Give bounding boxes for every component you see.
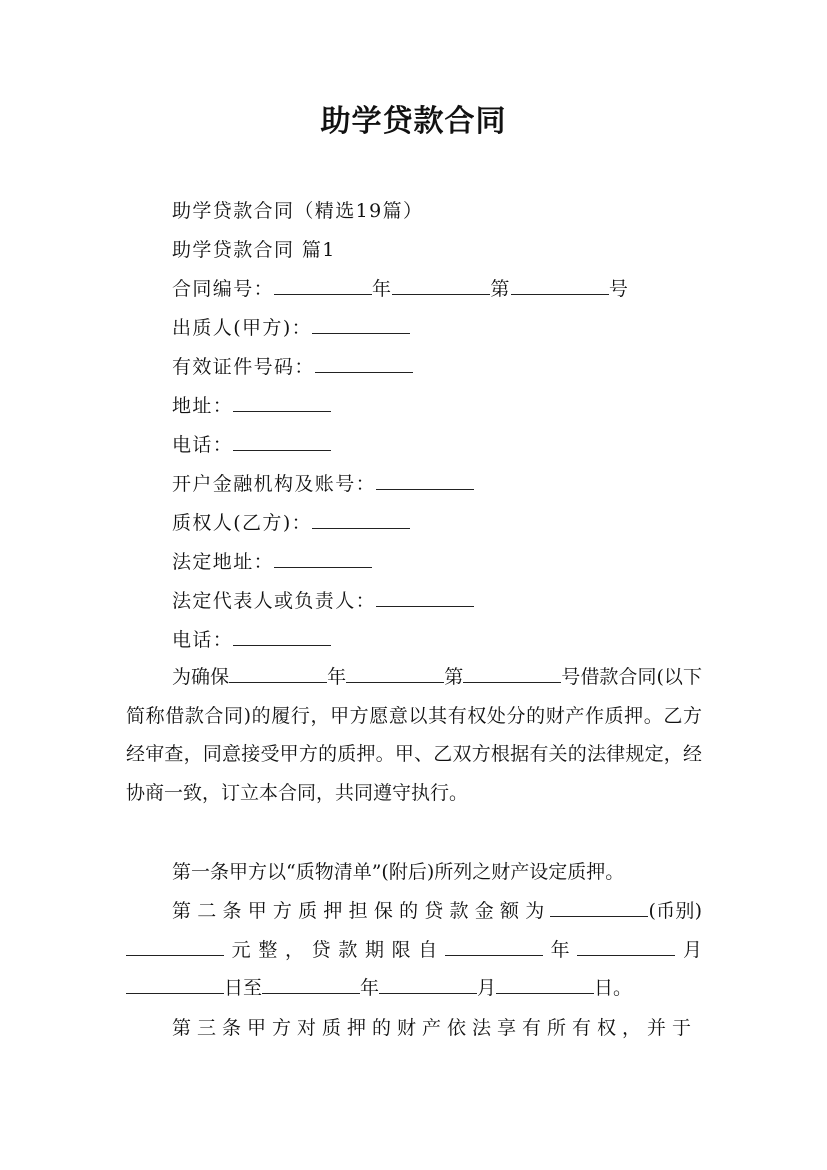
blank-field [233, 433, 331, 451]
article-2-text-g: 年 [360, 977, 380, 999]
number-prefix: 第 [490, 278, 511, 300]
blank-field [550, 899, 648, 917]
id-number-line [172, 354, 413, 380]
phone-line [172, 432, 331, 458]
address-label: 地址： [172, 395, 234, 417]
blank-field [577, 938, 675, 956]
article-2-text-c: 元整，贷款期限自 [224, 938, 445, 961]
blank-field [379, 976, 477, 994]
pledgee-line [172, 510, 410, 536]
blank-field [233, 394, 331, 412]
legal-address-line [172, 549, 372, 575]
article-3-text: 第三条甲方对质押的财产依法享有所有权，并于 [172, 1017, 698, 1039]
contract-number-line [172, 276, 629, 302]
legal-address-label: 法定地址： [172, 551, 275, 573]
bank-account-label: 开户金融机构及账号： [172, 473, 377, 495]
blank-field [392, 277, 490, 295]
number-suffix: 号 [608, 278, 630, 300]
address-line [172, 393, 331, 419]
article-2-text-a: 第二条甲方质押担保的贷款金额为 [172, 900, 551, 922]
article-2-text-e: 月 [675, 938, 702, 961]
blank-field [126, 938, 224, 956]
legal-representative-label: 法定代表人或负责人： [172, 590, 377, 612]
purpose-text-a: 为确保 [172, 666, 230, 688]
blank-field [463, 665, 561, 683]
blank-field [126, 976, 224, 994]
purpose-text-b: 年 [327, 666, 347, 688]
purpose-text-d: 号借款合同(以下简称借款合同)的履行，甲方愿意以其有权处分的财产作质押。乙方经审查，同意接受甲方的质押。甲、乙双方根据有关的法律规定，经协商一致，订立本合同，共同遵守执行。 [126, 666, 702, 804]
blank-field [229, 665, 327, 683]
year-label: 年 [372, 278, 393, 300]
article-1 [126, 853, 702, 892]
phone-label: 电话： [172, 434, 234, 456]
blank-field [274, 550, 372, 568]
paragraph-purpose [126, 658, 702, 812]
blank-field [346, 665, 444, 683]
bank-account-line [172, 471, 474, 497]
blank-field [496, 976, 594, 994]
article-2-text-i: 日。 [594, 977, 633, 999]
blank-field [274, 277, 372, 295]
document-subtitle: 助学贷款合同（精选19篇） [172, 200, 424, 222]
pledgor-line [172, 315, 410, 341]
contract-number-label: 合同编号： [172, 278, 275, 300]
blank-field [511, 277, 609, 295]
blank-field [312, 316, 410, 334]
document-title: 助学贷款合同 [320, 104, 507, 139]
blank-field [315, 355, 413, 373]
pledgee-label: 质权人(乙方)： [172, 512, 313, 534]
blank-field [445, 938, 543, 956]
article-1-text: 第一条甲方以“质物清单”(附后)所列之财产设定质押。 [172, 861, 625, 883]
blank-field [376, 472, 474, 490]
article-2-text-h: 月 [477, 977, 497, 999]
phone-label-2: 电话： [172, 629, 234, 651]
blank-field [312, 511, 410, 529]
blank-field [376, 589, 474, 607]
blank-field [262, 976, 360, 994]
article-2 [126, 892, 702, 1008]
section-heading: 助学贷款合同 篇1 [172, 239, 336, 261]
article-3 [126, 1009, 702, 1048]
legal-representative-line [172, 588, 474, 614]
article-2-text-d: 年 [542, 938, 578, 961]
phone-line-2 [172, 627, 331, 653]
purpose-text-c: 第 [444, 666, 464, 688]
blank-field [233, 628, 331, 646]
article-2-text-f: 日至 [224, 977, 263, 999]
article-2-text-b: (币别) [648, 900, 702, 922]
pledgor-label: 出质人(甲方)： [172, 317, 313, 339]
id-number-label: 有效证件号码： [172, 356, 315, 378]
